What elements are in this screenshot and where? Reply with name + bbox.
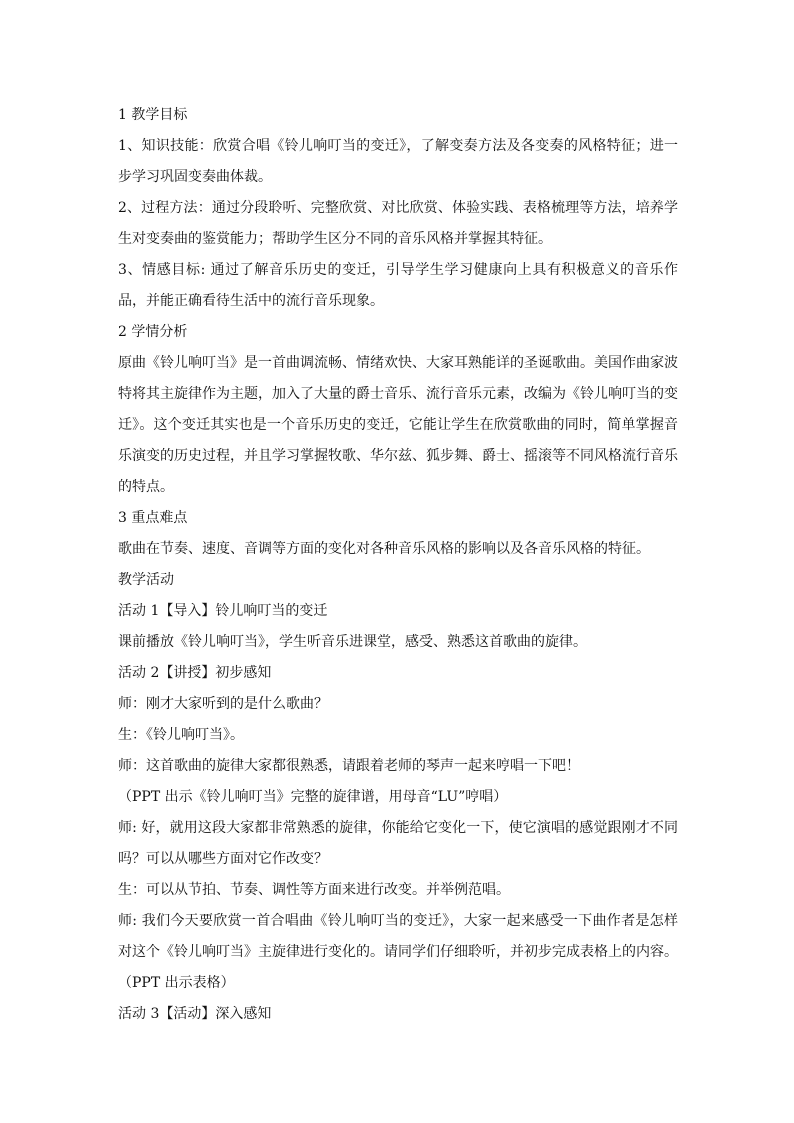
objective-knowledge-skills: 1、知识技能：欣赏合唱《铃儿响叮当的变迁》，了解变奏方法及各变奏的风格特征；进一步学习巩固变奏曲体裁。 — [118, 138, 678, 185]
activity-1-text: 课前播放《铃儿响叮当》，学生听音乐进课堂，感受、熟悉这首歌曲的旋律。 — [118, 634, 587, 650]
objective-emotional: 3、情感目标: 通过了解音乐历史的变迁，引导学生学习健康向上具有积极意义的音乐作品，并能正确看待生活中的流行音乐现象。 — [118, 262, 678, 309]
activity-2-title: 活动 2【讲授】初步感知 — [118, 665, 272, 681]
dialogue-line: 师：刚才大家听到的是什么歌曲？ — [118, 696, 328, 712]
stage-note: （PPT 出示表格） — [118, 975, 235, 991]
stage-note: （PPT 出示《铃儿响叮当》完整的旋律谱，用母音“LU”哼唱） — [118, 789, 508, 805]
heading-key-points: 3 重点难点 — [118, 510, 188, 526]
heading-learner-analysis: 2 学情分析 — [118, 324, 188, 340]
heading-teaching-activities: 教学活动 — [118, 572, 174, 588]
dialogue-line: 师：这首歌曲的旋律大家都很熟悉，请跟着老师的琴声一起来哼唱一下吧！ — [118, 758, 580, 774]
document-page — [118, 100, 678, 1030]
dialogue-line: 师: 我们今天要欣赏一首合唱曲《铃儿响叮当的变迁》，大家一起来感受一下曲作者是怎样对这个《铃儿响叮当》主旋律进行变化的。请同学们仔细聆听，并初步完成表格上的内容。 — [118, 913, 678, 960]
learner-analysis-text: 原曲《铃儿响叮当》是一首曲调流畅、情绪欢快、大家耳熟能详的圣诞歌曲。美国作曲家波特将其主旋律作为主题，加入了大量的爵士音乐、流行音乐元素，改编为《铃儿响叮当的变迁》。这个变迁其实也是一个音乐历史的变迁，它能让学生在欣赏歌曲的同时，简单掌握音乐演变的历史过程，并且学习掌握牧歌、华尔兹、狐步舞、爵士、摇滚等不同风格流行音乐的特点。 — [118, 355, 678, 495]
dialogue-line: 生：《铃儿响叮当》。 — [118, 727, 244, 743]
heading-teaching-objectives: 1 教学目标 — [118, 107, 188, 123]
dialogue-line: 师: 好，就用这段大家都非常熟悉的旋律，你能给它变化一下，使它演唱的感觉跟刚才不同吗？可以从哪些方面对它作改变？ — [118, 820, 678, 867]
activity-3-title: 活动 3【活动】深入感知 — [118, 1006, 272, 1022]
key-points-text: 歌曲在节奏、速度、音调等方面的变化对各种音乐风格的影响以及各音乐风格的特征。 — [118, 541, 650, 557]
objective-process-methods: 2、过程方法：通过分段聆听、完整欣赏、对比欣赏、体验实践、表格梳理等方法，培养学生对变奏曲的鉴赏能力；帮助学生区分不同的音乐风格并掌握其特征。 — [118, 200, 678, 247]
activity-1-title: 活动 1【导入】铃儿响叮当的变迁 — [118, 603, 328, 619]
dialogue-line: 生：可以从节拍、节奏、调性等方面来进行改变。并举例范唱。 — [118, 882, 510, 898]
